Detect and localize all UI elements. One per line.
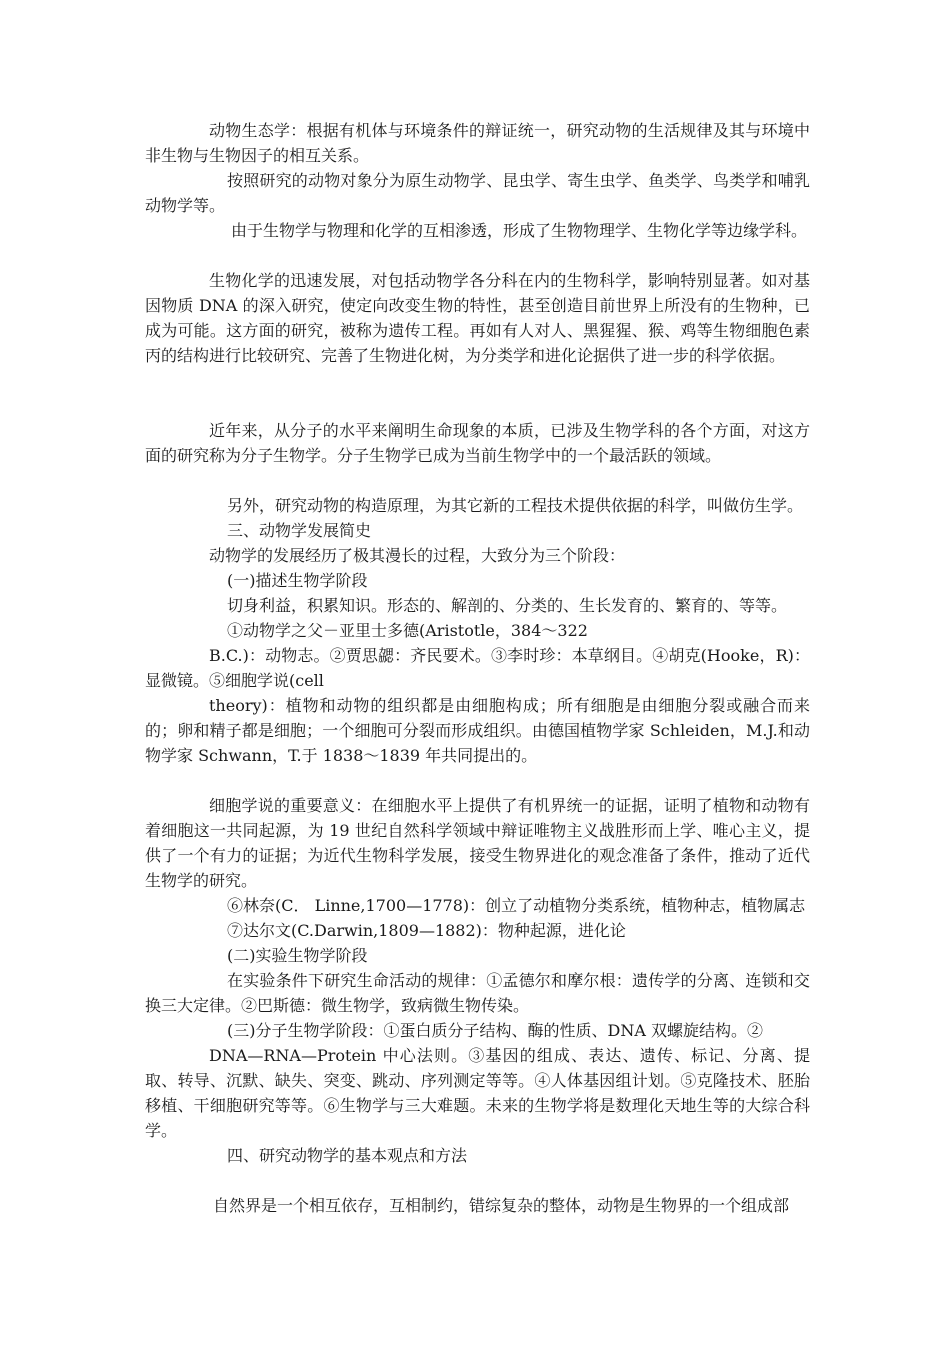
paragraph-knowledge: 切身利益，积累知识。形态的、解剖的、分类的、生长发育的、繁育的、等等。 bbox=[227, 596, 788, 615]
paragraph-early-figures: B.C.)：动物志。②贾思勰：齐民要术。③李时珍：本草纲目。④胡克(Hooke，R)：显微镜。⑤细胞学说(cell bbox=[145, 646, 810, 690]
paragraph-bionics: 另外，研究动物的构造原理，为其它新的工程技术提供依据的科学，叫做仿生学。 bbox=[227, 496, 804, 515]
paragraph-three-stages: 动物学的发展经历了极其漫长的过程，大致分为三个阶段： bbox=[209, 546, 626, 565]
heading-history: 三、动物学发展简史 bbox=[227, 521, 372, 540]
paragraph-cell-theory-significance: 细胞学说的重要意义：在细胞水平上提供了有机界统一的证据，证明了植物和动物有着细胞这一共同起源，为 19 世纪自然科学领域中辩证唯物主义战胜形而上学、唯心主义，提供了一个有力的证据；为近代生物科学发展，接受生物界进化的观念准备了条件，推动了近代生物学的研究。 bbox=[145, 796, 810, 890]
paragraph-central-dogma: DNA—RNA—Protein 中心法则。③基因的组成、表达、遗传、标记、分离、提取、转导、沉默、缺失、突变、跳动、序列测定等等。④人体基因组计划。⑤克隆技术、胚胎移植、干细胞研究等等。⑥生物学与三大难题。未来的生物学将是数理化天地生等的大综合科学。 bbox=[145, 1046, 810, 1140]
paragraph-molecular-biology: 近年来，从分子的水平来阐明生命现象的本质，已涉及生物学科的各个方面，对这方面的研究称为分子生物学。分子生物学已成为当前生物学中的一个最活跃的领域。 bbox=[145, 421, 810, 465]
paragraph-cell-theory: theory)：植物和动物的组织都是由细胞构成；所有细胞是由细胞分裂或融合而来的；卵和精子都是细胞；一个细胞可分裂而形成组织。由德国植物学家 Schleiden，M.J.和动物学家 Schwann，T.于 1838～1839 年共同提出的。 bbox=[145, 696, 810, 765]
heading-descriptive-stage: (一)描述生物学阶段 bbox=[227, 571, 368, 590]
paragraph-experimental: 在实验条件下研究生命活动的规律：①孟德尔和摩尔根：遗传学的分离、连锁和交换三大定律。②巴斯德：微生物学，致病微生物传染。 bbox=[145, 971, 810, 1015]
paragraph-aristotle: ①动物学之父－亚里士多德(Aristotle，384～322 bbox=[227, 621, 588, 640]
heading-methods: 四、研究动物学的基本观点和方法 bbox=[227, 1146, 468, 1165]
paragraph-darwin: ⑦达尔文(C.Darwin,1809—1882)：物种起源，进化论 bbox=[227, 921, 626, 940]
heading-molecular-stage: (三)分子生物学阶段：①蛋白质分子结构、酶的性质、DNA 双螺旋结构。② bbox=[227, 1021, 763, 1040]
paragraph-nature: 自然界是一个相互依存，互相制约，错综复杂的整体，动物是生物界的一个组成部 bbox=[213, 1196, 790, 1215]
paragraph-classification-by-object: 按照研究的动物对象分为原生动物学、昆虫学、寄生虫学、鱼类学、鸟类学和哺乳动物学等。 bbox=[145, 171, 810, 215]
paragraph-border-disciplines: 由于生物学与物理和化学的互相渗透，形成了生物物理学、生物化学等边缘学科。 bbox=[231, 221, 808, 240]
paragraph-linnaeus: ⑥林奈(C． Linne,1700—1778)：创立了动植物分类系统，植物种志，植物属志 bbox=[227, 896, 806, 915]
heading-experimental-stage: (二)实验生物学阶段 bbox=[227, 946, 368, 965]
paragraph-biochemistry: 生物化学的迅速发展，对包括动物学各分科在内的生物科学，影响特别显著。如对基因物质 DNA 的深入研究，使定向改变生物的特性，甚至创造目前世界上所没有的生物种，已成为可能。这方面的研究，被称为遗传工程。再如有人对人、黑猩猩、猴、鸡等生物细胞色素丙的结构进行比较研究、完善了生物进化树，为分类学和进化论据供了进一步的科学依据。 bbox=[145, 271, 810, 365]
paragraph-animal-ecology: 动物生态学：根据有机体与环境条件的辩证统一，研究动物的生活规律及其与环境中非生物与生物因子的相互关系。 bbox=[145, 121, 810, 165]
